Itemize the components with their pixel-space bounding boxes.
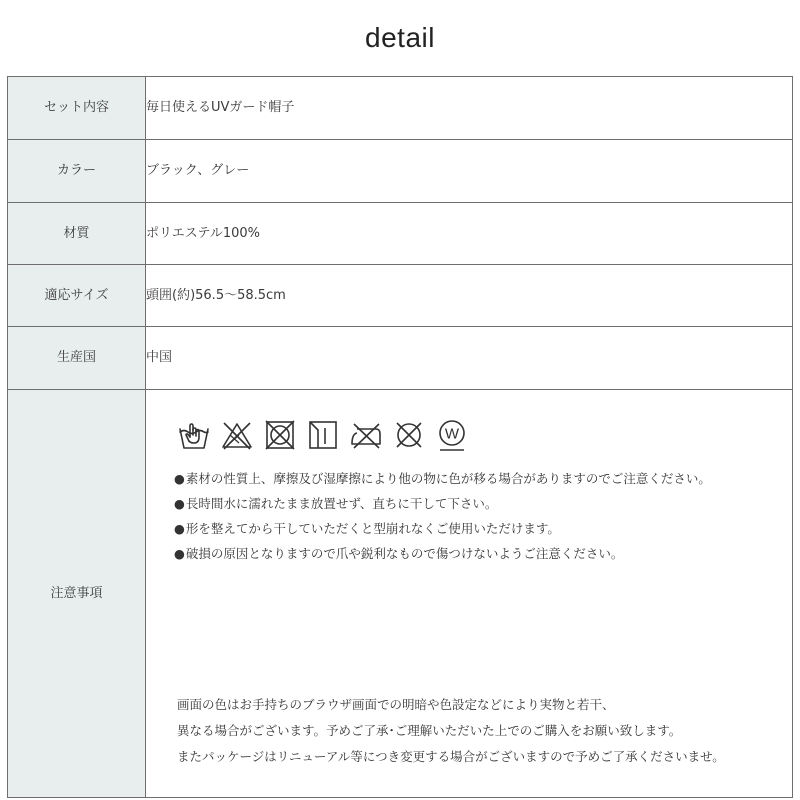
hand-wash-icon bbox=[177, 418, 211, 452]
no-bleach-icon bbox=[220, 418, 254, 452]
row-label: 材質 bbox=[8, 203, 146, 265]
care-icons bbox=[177, 418, 469, 452]
table-row bbox=[8, 390, 793, 798]
note-item: ● 素材の性質上、摩擦及び湿摩擦により他の物に色が移る場合がありますのでご注意ください。 bbox=[174, 466, 711, 491]
table-row bbox=[8, 203, 793, 265]
note-item: ● 破損の原因となりますので爪や鋭利なもので傷つけないようご注意ください。 bbox=[174, 541, 711, 566]
table-row bbox=[8, 265, 793, 327]
notes-cell bbox=[146, 390, 793, 798]
row-label: 適応サイズ bbox=[8, 265, 146, 327]
disclaimer-line: 異なる場合がございます。予めご了承･ご理解いただいた上でのご購入をお願い致します。 bbox=[177, 723, 682, 738]
row-value: ブラック、グレー bbox=[146, 140, 793, 203]
row-value: 毎日使えるUVガード帽子 bbox=[146, 77, 793, 140]
disclaimer bbox=[177, 692, 725, 770]
note-item: ● 形を整えてから干していただくと型崩れなくご使用いただけます。 bbox=[174, 516, 711, 541]
no-tumble-dry-icon bbox=[263, 418, 297, 452]
table-row bbox=[8, 140, 793, 203]
notes-list bbox=[174, 466, 711, 566]
no-dry-clean-icon bbox=[392, 418, 426, 452]
table-row bbox=[8, 77, 793, 140]
disclaimer-line: 画面の色はお手持ちのブラウザ画面での明暗や色設定などにより実物と若干、 bbox=[177, 697, 615, 712]
wet-clean-icon bbox=[435, 418, 469, 452]
line-dry-icon bbox=[306, 418, 340, 452]
row-value: 中国 bbox=[146, 327, 793, 390]
row-value: ポリエステル100% bbox=[146, 203, 793, 265]
row-label: 生産国 bbox=[8, 327, 146, 390]
svg-text:W: W bbox=[444, 425, 460, 443]
disclaimer-line: またパッケージはリニューアル等につき変更する場合がございますので予めご了承くださいませ。 bbox=[177, 749, 725, 764]
row-value: 頭囲(約)56.5～58.5cm bbox=[146, 265, 793, 327]
detail-table bbox=[7, 76, 793, 798]
row-label: 注意事項 bbox=[8, 390, 146, 798]
note-item: ● 長時間水に濡れたまま放置せず、直ちに干して下さい。 bbox=[174, 491, 711, 516]
row-label: セット内容 bbox=[8, 77, 146, 140]
page-title: detail bbox=[365, 22, 435, 53]
no-iron-icon bbox=[349, 418, 383, 452]
row-label: カラー bbox=[8, 140, 146, 203]
table-row bbox=[8, 327, 793, 390]
